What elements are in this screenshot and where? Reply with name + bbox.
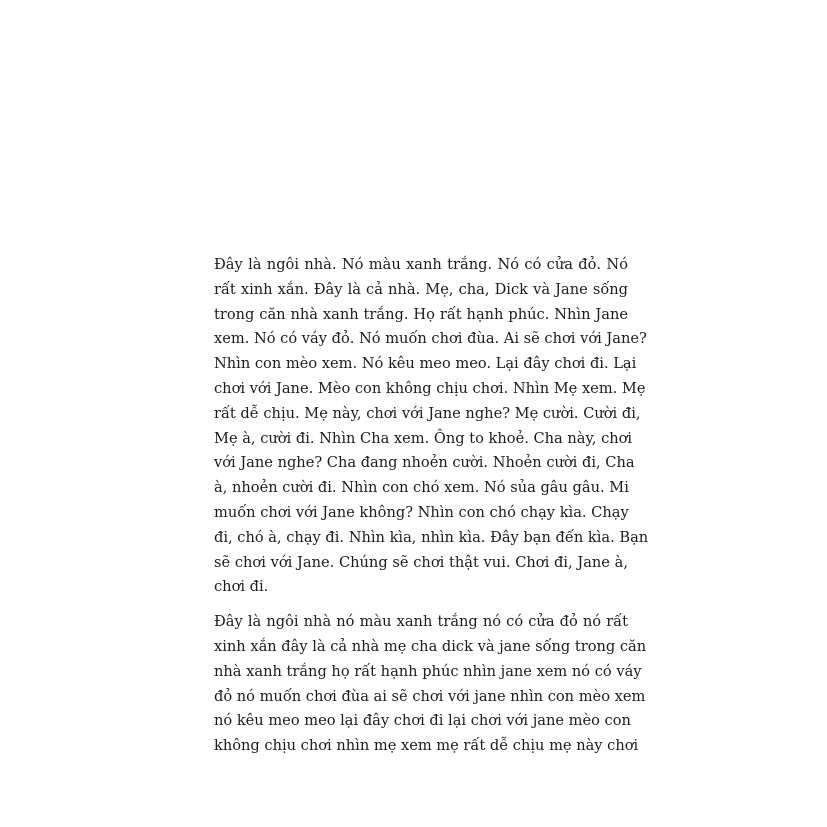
text-line: chơi đi. — [214, 578, 269, 596]
text-line: à, nhoẻn cười đi. Nhìn con chó xem. Nó sủa gâu gâu. Mi — [214, 479, 629, 497]
text-line: xem. Nó có váy đỏ. Nó muốn chơi đùa. Ai sẽ chơi với Jane? — [214, 330, 647, 348]
text-line: Đây là ngôi nhà. Nó màu xanh trắng. Nó có cửa đỏ. Nó — [214, 256, 628, 273]
text-line: rất xinh xắn. Đây là cả nhà. Mẹ, cha, Dick và Jane sống — [214, 280, 628, 298]
text-line: nó kêu meo meo lại đây chơi đi lại chơi với jane mèo con — [214, 712, 631, 730]
text-line: Đây là ngôi nhà nó màu xanh trắng nó có cửa đỏ nó rất — [214, 613, 628, 631]
paragraph-punctuated — [214, 253, 649, 600]
text-line: Mẹ à, cười đi. Nhìn Cha xem. Ông to khoẻ. Cha này, chơi — [214, 429, 633, 447]
text-line: sẽ chơi với Jane. Chúng sẽ chơi thật vui. Chơi đi, Jane à, — [214, 553, 628, 571]
text-line: đi, chó à, chạy đi. Nhìn kìa, nhìn kìa. Đây bạn đến kìa. Bạn — [214, 528, 649, 546]
body-text — [214, 253, 649, 759]
text-line: chơi với Jane. Mèo con không chịu chơi. Nhìn Mẹ xem. Mẹ — [214, 379, 646, 397]
text-line: không chịu chơi nhìn mẹ xem mẹ rất dễ chịu mẹ này chơi — [214, 737, 639, 755]
text-line: xinh xắn đây là cả nhà mẹ cha dick và jane sống trong căn — [214, 637, 647, 655]
text-line: muốn chơi với Jane không? Nhìn con chó chạy kìa. Chạy — [214, 503, 629, 521]
paragraph-unpunctuated — [214, 610, 647, 759]
text-line: rất dễ chịu. Mẹ này, chơi với Jane nghe? Mẹ cười. Cười đi, — [214, 404, 641, 422]
text-line: với Jane nghe? Cha đang nhoẻn cười. Nhoẻn cười đi, Cha — [214, 454, 635, 472]
text-line: trong căn nhà xanh trắng. Họ rất hạnh phúc. Nhìn Jane — [214, 305, 628, 323]
text-line: Nhìn con mèo xem. Nó kêu meo meo. Lại đây chơi đi. Lại — [214, 355, 637, 373]
text-line: đỏ nó muốn chơi đùa ai sẽ chơi với jane nhìn con mèo xem — [214, 687, 646, 705]
text-line: nhà xanh trắng họ rất hạnh phúc nhìn jane xem nó có váy — [214, 662, 642, 680]
